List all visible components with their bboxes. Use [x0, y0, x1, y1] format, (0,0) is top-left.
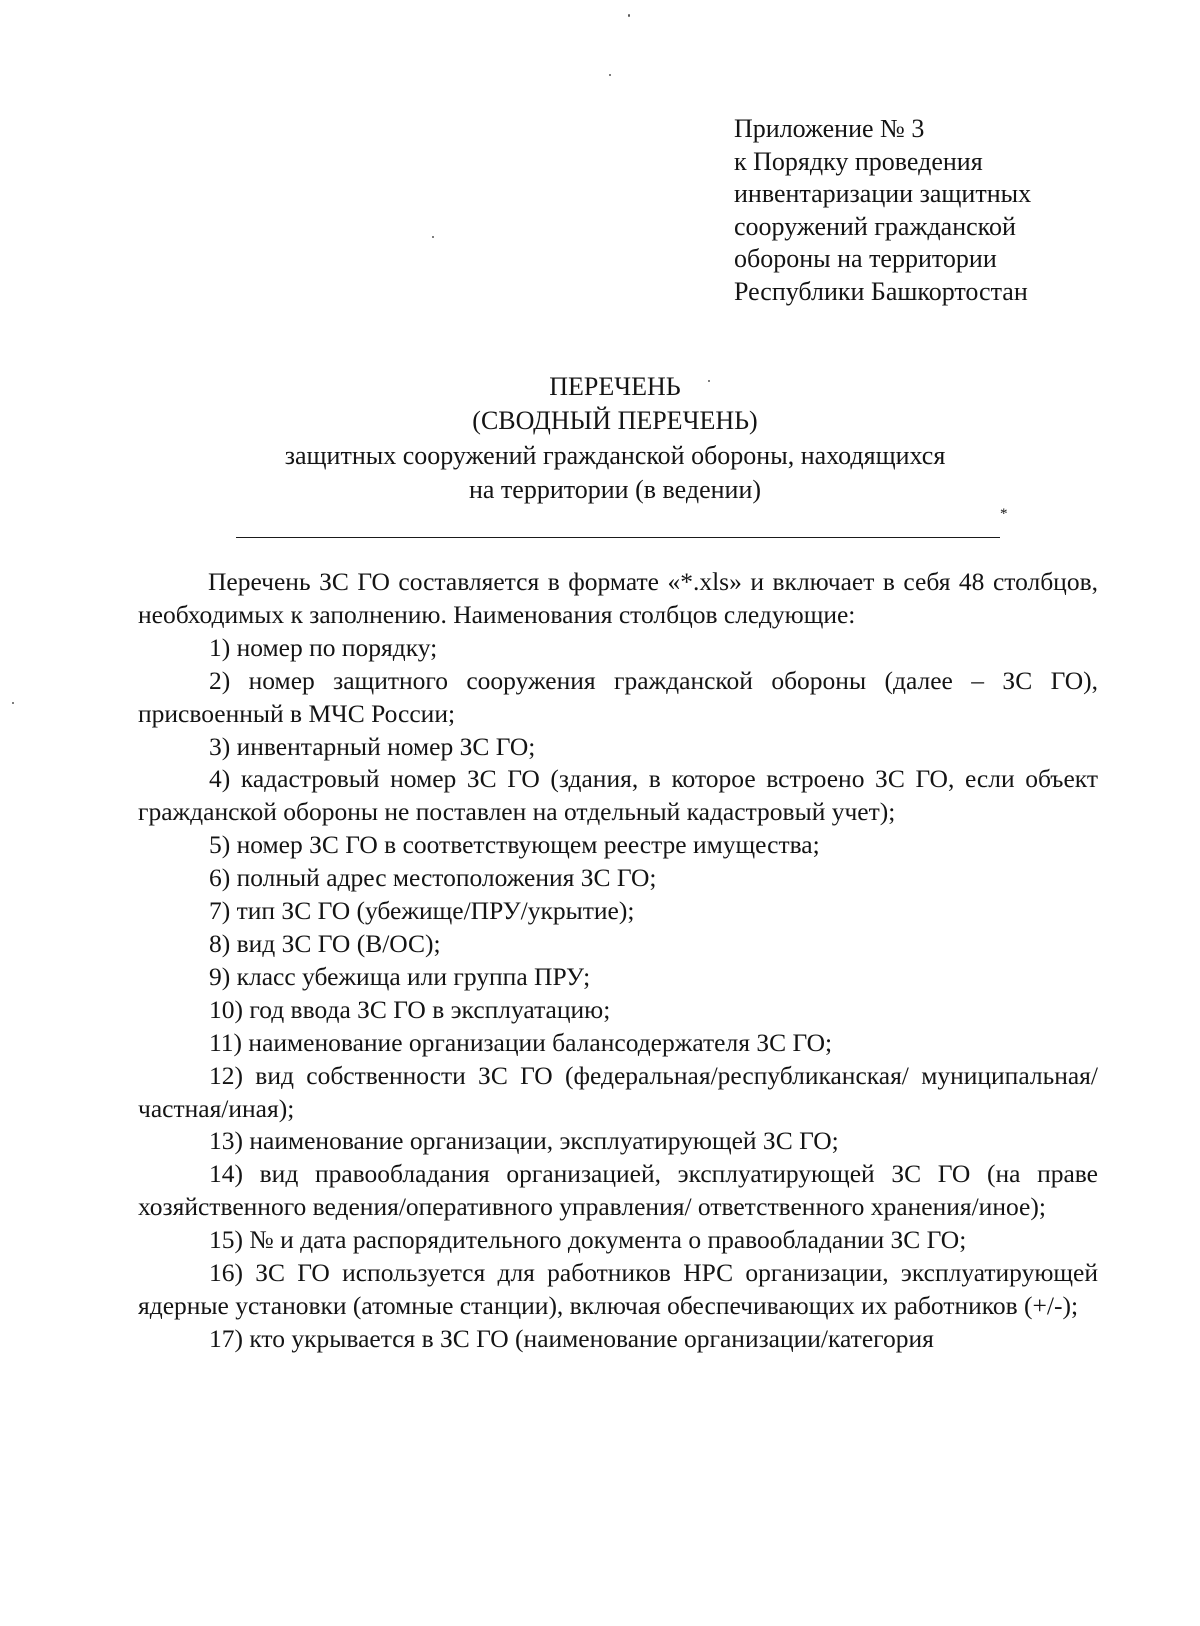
list-item: 8) вид ЗС ГО (В/ОС);	[209, 928, 441, 958]
list-item: 14) вид правообладания организацией, эксплуатирующей ЗС ГО (на праве хозяйственного ведения/оперативного управления/ ответственного хранения/иное);	[138, 1159, 1098, 1222]
list-item: 5) номер ЗС ГО в соответствующем реестре имущества;	[209, 830, 820, 860]
list-item: 2) номер защитного сооружения гражданской обороны (далее – ЗС ГО), присвоенный в МЧС России;	[138, 665, 1098, 728]
appendix-line: Республики Башкортостан	[734, 276, 1028, 306]
intro-paragraph: Перечень ЗС ГО составляется в формате «*.xls» и включает в себя 48 столбцов, необходимых к заполнению. Наименования столбцов следующие:	[138, 567, 1098, 629]
appendix-line: инвентаризации защитных	[734, 179, 1032, 209]
appendix-line: сооружений гражданской	[734, 211, 1016, 241]
list-item: 12) вид собственности ЗС ГО (федеральная/республиканская/ муниципальная/частная/иная);	[138, 1060, 1098, 1123]
list-item: 17) кто укрывается в ЗС ГО (наименование организации/категория	[209, 1323, 934, 1353]
appendix-block	[734, 113, 1174, 309]
appendix-line: к Порядку проведения	[734, 146, 983, 176]
footnote-mark: *	[1000, 506, 1008, 522]
document-subtitle: (СВОДНЫЙ ПЕРЕЧЕНЬ)	[472, 406, 758, 435]
appendix-line: Приложение № 3	[734, 114, 925, 143]
fill-in-blank-line	[236, 537, 1000, 538]
list-item: 7) тип ЗС ГО (убежище/ПРУ/укрытие);	[209, 896, 635, 926]
list-item: 4) кадастровый номер ЗС ГО (здания, в которое встроено ЗС ГО, если объект гражданской обороны не поставлен на отдельный кадастровый учет);	[138, 764, 1098, 827]
document-description-cont: на территории (в ведении)	[468, 475, 762, 504]
scan-speck	[609, 74, 611, 76]
list-item: 11) наименование организации балансодержателя ЗС ГО;	[209, 1027, 833, 1057]
document-description: защитных сооружений гражданской обороны, находящихся	[284, 441, 946, 470]
appendix-line: обороны на территории	[734, 244, 997, 274]
list-item: 16) ЗС ГО используется для работников НРС организации, эксплуатирующей ядерные установки (атомные станции), включая обеспечивающих их работников (+/-);	[138, 1258, 1098, 1320]
document-title: ПЕРЕЧЕНЬ	[549, 372, 681, 401]
scan-speck	[628, 14, 630, 17]
list-item: 1) номер по порядку;	[209, 632, 438, 662]
list-item: 10) год ввода ЗС ГО в эксплуатацию;	[209, 994, 611, 1024]
list-item: 15) № и дата распорядительного документа о правообладании ЗС ГО;	[209, 1225, 967, 1255]
list-item: 13) наименование организации, эксплуатирующей ЗС ГО;	[209, 1126, 839, 1156]
scan-speck	[12, 702, 14, 704]
document-body	[138, 566, 1098, 1356]
scan-speck	[432, 236, 434, 238]
list-item: 3) инвентарный номер ЗС ГО;	[209, 731, 536, 761]
list-item: 9) класс убежища или группа ПРУ;	[209, 961, 591, 991]
list-item: 6) полный адрес местоположения ЗС ГО;	[209, 863, 657, 893]
